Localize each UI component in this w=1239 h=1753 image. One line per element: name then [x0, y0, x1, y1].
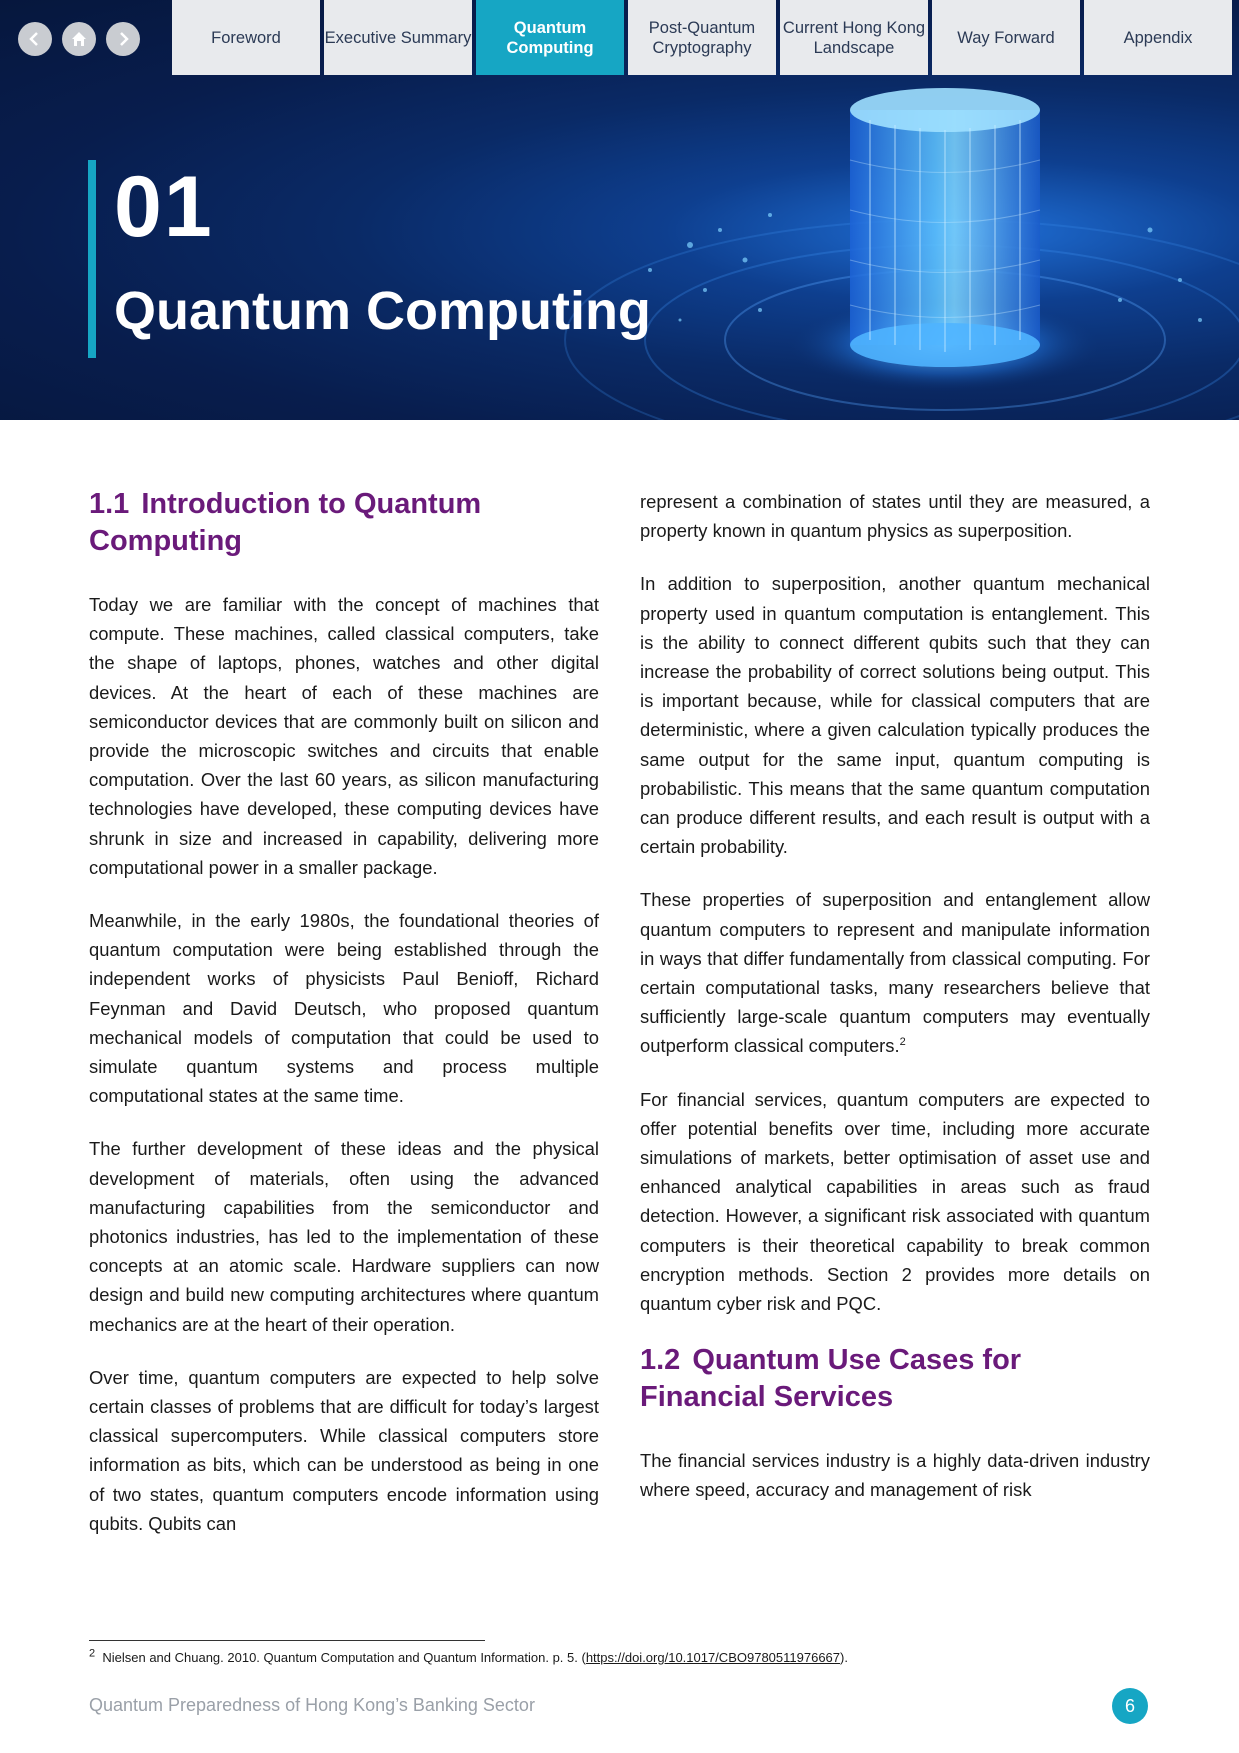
paragraph: Meanwhile, in the early 1980s, the foundational theories of quantum computation were being established through the independent works of physicists Paul Benioff, Richard Feynman and David Deutsch, who proposed quantum mechanical models of computation that could be used to simulate quantum systems and process multiple computational states at the same time.: [89, 910, 599, 1107]
paragraph: The financial services industry is a highly data-driven industry where speed, accuracy and management of risk: [640, 1450, 1150, 1501]
section-title: Introduction to Quantum Computing: [89, 488, 482, 557]
chevron-left-icon: [26, 30, 44, 48]
back-button[interactable]: [18, 22, 52, 56]
section-heading-1-1: [89, 486, 599, 560]
paragraph: represent a combination of states until they are measured, a property known in quantum physics as superposition.: [640, 491, 1150, 542]
footnote-text: Nielsen and Chuang. 2010. Quantum Computation and Quantum Information. p. 5. (: [102, 1650, 586, 1665]
page-number-badge: 6: [1112, 1688, 1148, 1724]
chevron-right-icon: [114, 30, 132, 48]
right-column: [640, 487, 1150, 1529]
tab-post-quantum-cryptography[interactable]: Post-Quantum Cryptography: [628, 0, 776, 75]
section-number: 1.1: [89, 488, 130, 520]
chapter-banner: [0, 0, 1239, 420]
paragraph-text: These properties of superposition and entanglement allow quantum computers to represent and manipulate information in ways that differ fundamentally from classical computing. For certain computational tasks, many researchers believe that sufficiently large-scale quantum computers may eventually outperform classical computers.: [640, 889, 1150, 1057]
chapter-tabs: [172, 0, 1232, 75]
tab-way-forward[interactable]: Way Forward: [932, 0, 1080, 75]
tab-executive-summary[interactable]: Executive Summary: [324, 0, 472, 75]
paragraph: Over time, quantum computers are expected to help solve certain classes of problems that are difficult for today’s largest classical supercomputers. While classical computers store information as bits, which can be understood as being in one of two states, quantum computers encode information using qubits. Qubits can: [89, 1366, 599, 1534]
forward-button[interactable]: [106, 22, 140, 56]
paragraph: In addition to superposition, another quantum mechanical property used in quantum computation is entanglement. This is the ability to connect different qubits such that they can increase the probability of correct solutions being output. This is important because, while for classical computers that are deterministic, where a given calculation typically produces the same output for the same input, quantum computing is probabilistic. This means that the same quantum computation can produce different results, and each result is output with a certain probability.: [640, 573, 1150, 858]
section-title: Quantum Use Cases for Financial Services: [640, 1344, 1022, 1414]
tab-current-hong-kong-landscape[interactable]: Current Hong Kong Landscape: [780, 0, 928, 75]
chapter-number: 01: [114, 159, 214, 255]
title-accent-bar: [88, 160, 96, 358]
tab-appendix[interactable]: Appendix: [1084, 0, 1232, 75]
footnote-suffix: ).: [840, 1650, 848, 1665]
footnote-divider: [89, 1640, 485, 1641]
paragraph: [640, 885, 1150, 1060]
footnote-reference[interactable]: 2: [899, 1036, 906, 1049]
footnote-doi-link[interactable]: https://doi.org/10.1017/CBO9780511976667: [585, 1650, 841, 1665]
left-column: [89, 486, 599, 1562]
section-number: 1.2: [640, 1344, 681, 1377]
home-icon: [69, 29, 89, 49]
tab-quantum-computing[interactable]: Quantum Computing: [476, 0, 624, 75]
paragraph: Today we are familiar with the concept of machines that compute. These machines, called classical computers, take the shape of laptops, phones, watches and other digital devices. At the heart of each of these machines are semiconductor devices that are commonly built on silicon and provide the microscopic switches and circuits that enable computation. Over the last 60 years, as silicon manufacturing technologies have developed, these computing devices have shrunk in size and increased in capability, delivering more computational power in a smaller package.: [89, 594, 599, 878]
footnote: [89, 1647, 848, 1665]
paragraph: For financial services, quantum computers are expected to offer potential benefits over time, including more accurate simulations of markets, better optimisation of asset use and enhanced analytical capabilities in areas such as fraud detection. However, a significant risk associated with quantum computers is their theoretical capability to break common encryption methods. Section 2 provides more details on quantum cyber risk and PQC.: [640, 1088, 1150, 1315]
document-title: Quantum Preparedness of Hong Kong’s Banking Sector: [89, 1695, 535, 1715]
chapter-title: Quantum Computing: [114, 281, 651, 341]
tab-foreword[interactable]: Foreword: [172, 0, 320, 75]
section-heading-1-2: [640, 1342, 1150, 1416]
home-button[interactable]: [62, 22, 96, 56]
paragraph: The further development of these ideas and the physical development of materials, often using the advanced manufacturing capabilities from the semiconductor and photonics industries, has led to the implementation of these concepts at an atomic scale. Hardware suppliers can now design and build new computing architectures where quantum mechanics are at the heart of their operation.: [89, 1138, 599, 1335]
footnote-marker: 2: [89, 1647, 96, 1660]
